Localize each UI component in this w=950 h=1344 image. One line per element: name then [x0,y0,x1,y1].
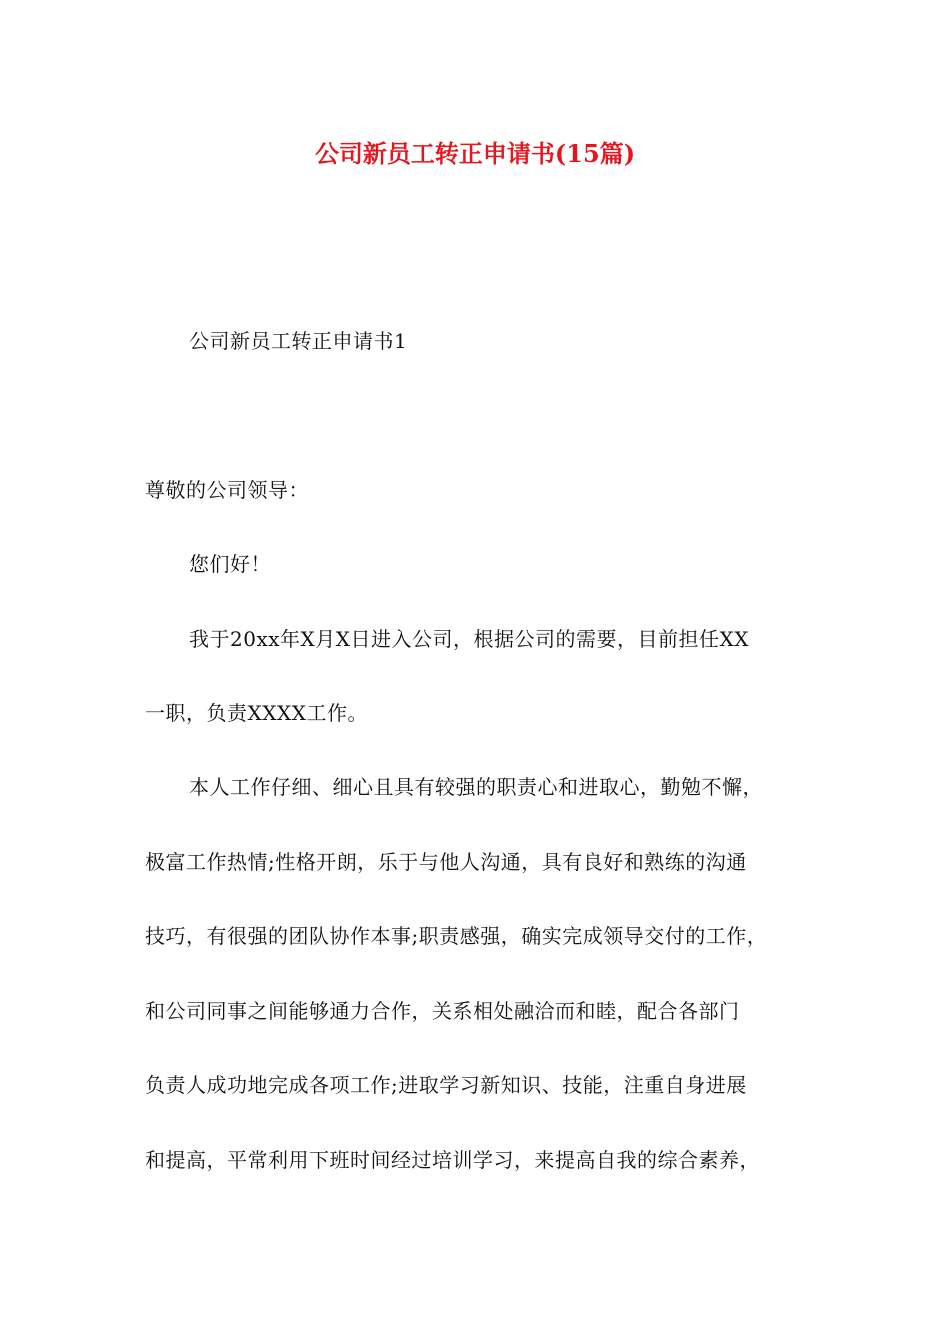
paragraph-line: 技巧，有很强的团队协作本事;职责感强，确实完成领导交付的工作， [145,924,768,948]
salutation: 尊敬的公司领导： [145,478,309,502]
paragraph-line: 极富工作热情;性格开朗，乐于与他人沟通，具有良好和熟练的沟通 [145,850,747,874]
paragraph-line: 和公司同事之间能够通力合作，关系相处融洽而和睦，配合各部门 [145,999,740,1023]
section-heading: 公司新员工转正申请书1 [189,329,408,353]
paragraph-line: 一职，负责XXXX工作。 [145,701,368,725]
paragraph-line: 负责人成功地完成各项工作;进取学习新知识、技能，注重自身进展 [145,1073,747,1097]
paragraph-line: 我于20xx年X月X日进入公司，根据公司的需要，目前担任XX [189,627,749,651]
greeting: 您们好！ [189,552,271,576]
document-title: 公司新员工转正申请书(15篇) [314,139,636,168]
paragraph-line: 和提高，平常利用下班时间经过培训学习，来提高自我的综合素养， [145,1148,760,1172]
paragraph-line: 本人工作仔细、细心且具有较强的职责心和进取心，勤勉不懈， [189,775,763,799]
